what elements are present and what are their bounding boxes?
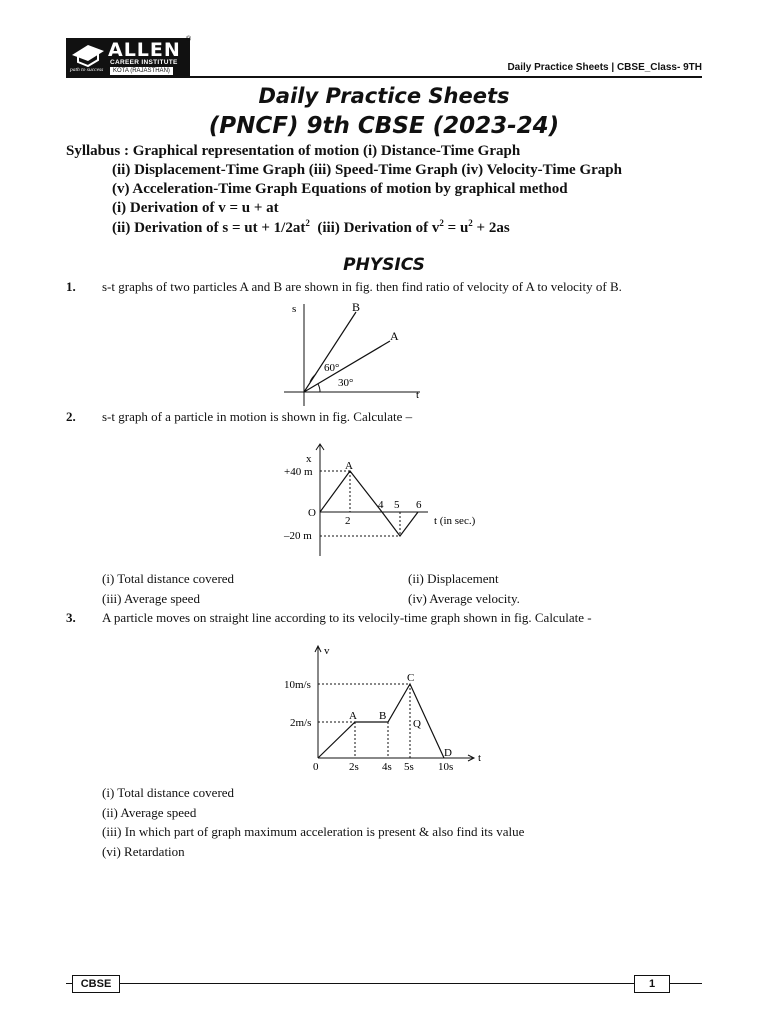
point-label: B xyxy=(379,710,387,722)
q2-part-1: (i) Total distance covered xyxy=(102,571,235,586)
question-text: s-t graphs of two particles A and B are shown in fig. then find ratio of velocity of A to velocity of B. xyxy=(102,279,622,294)
header-divider xyxy=(66,76,702,78)
y-tick: 10m/s xyxy=(284,679,311,691)
page-subtitle: (PNCF) 9th CBSE (2023-24) xyxy=(208,113,560,139)
syllabus-line-2: (ii) Displacement-Time Graph (iii) Speed-Time Graph (iv) Velocity-Time Graph xyxy=(112,162,622,178)
angle-b-label: 60° xyxy=(324,362,340,374)
syllabus-line-3: (v) Acceleration-Time Graph Equations of motion by graphical method xyxy=(112,181,568,197)
logo-wordmark: ALLEN xyxy=(108,39,181,61)
q2-part-3: (iii) Average speed xyxy=(102,591,200,606)
question-text: A particle moves on straight line according to its velocily-time graph shown in fig. Calculate - xyxy=(102,610,592,625)
page-number: 1 xyxy=(634,975,670,993)
origin-label: O xyxy=(308,507,316,519)
y-axis-label: x xyxy=(306,453,312,465)
angle-a-label: 30° xyxy=(338,377,354,389)
section-heading: PHYSICS xyxy=(343,255,425,275)
x-tick: 2 xyxy=(345,515,351,527)
y-tick: 2m/s xyxy=(290,717,312,729)
line-a-label: A xyxy=(390,329,399,343)
question-number: 2. xyxy=(66,409,76,424)
footer-divider xyxy=(66,983,702,984)
point-label: Q xyxy=(413,718,421,730)
point-label: D xyxy=(444,747,452,759)
y-axis-label: v xyxy=(324,645,330,657)
point-label: C xyxy=(407,672,415,684)
x-axis-label: t xyxy=(416,389,420,401)
x-axis-label: t xyxy=(478,752,482,764)
question-text: s-t graph of a particle in motion is shown in fig. Calculate – xyxy=(102,409,413,424)
q2-part-2: (ii) Displacement xyxy=(408,571,499,586)
line-b-label: B xyxy=(352,300,361,314)
x-tick: 4 xyxy=(378,499,384,511)
registered-mark: ® xyxy=(186,36,192,43)
angle-arc-a xyxy=(318,384,320,392)
logo-subtitle: CAREER INSTITUTE xyxy=(110,59,178,66)
point-label: A xyxy=(349,710,357,722)
logo-tagline: path to success xyxy=(70,67,104,73)
page-title: Daily Practice Sheets xyxy=(258,84,510,108)
x-tick: 0 xyxy=(313,761,319,773)
footer-label: CBSE xyxy=(72,975,120,993)
xt-curve xyxy=(320,471,418,536)
x-tick: 6 xyxy=(416,499,422,511)
q3-part-2: (ii) Average speed xyxy=(102,805,197,820)
q2-xt-graph xyxy=(278,440,498,558)
x-tick: 2s xyxy=(349,761,359,773)
q3-vt-graph xyxy=(278,642,492,776)
syllabus-line-1: Syllabus : Graphical representation of motion (i) Distance-Time Graph xyxy=(66,143,521,159)
header-title-right: Daily Practice Sheets | CBSE_Class- 9TH xyxy=(507,62,702,73)
syllabus-line-5: (ii) Derivation of s = ut + $1/2at^2$ (iii) Derivation of $v^2 = u^2 + 2as$ xyxy=(112,218,510,236)
logo-background xyxy=(66,38,190,76)
q1-st-graph xyxy=(280,298,430,406)
question-number: 1. xyxy=(66,279,76,294)
allen-logo xyxy=(66,38,194,76)
question-number: 3. xyxy=(66,610,76,625)
q3-part-3: (iii) In which part of graph maximum acceleration is present & also find its value xyxy=(102,824,525,839)
y-axis-label: s xyxy=(292,303,297,315)
x-tick: 5s xyxy=(404,761,414,773)
logo-emblem-icon xyxy=(70,41,106,67)
q3-part-4: (vi) Retardation xyxy=(102,844,185,859)
q2-part-4: (iv) Average velocity. xyxy=(408,591,520,606)
x-tick: 10s xyxy=(438,761,454,773)
y-tick-top: +40 m xyxy=(284,466,313,478)
syllabus-line-4: (i) Derivation of v = u + at xyxy=(112,200,279,216)
x-tick: 5 xyxy=(394,499,400,511)
q3-part-1: (i) Total distance covered xyxy=(102,785,235,800)
x-axis-label: t (in sec.) xyxy=(434,515,476,527)
x-tick: 4s xyxy=(382,761,392,773)
y-tick-bottom: –20 m xyxy=(284,530,312,542)
logo-city: KOTA (RAJASTHAN) xyxy=(110,67,173,75)
peak-label: A xyxy=(345,460,353,472)
